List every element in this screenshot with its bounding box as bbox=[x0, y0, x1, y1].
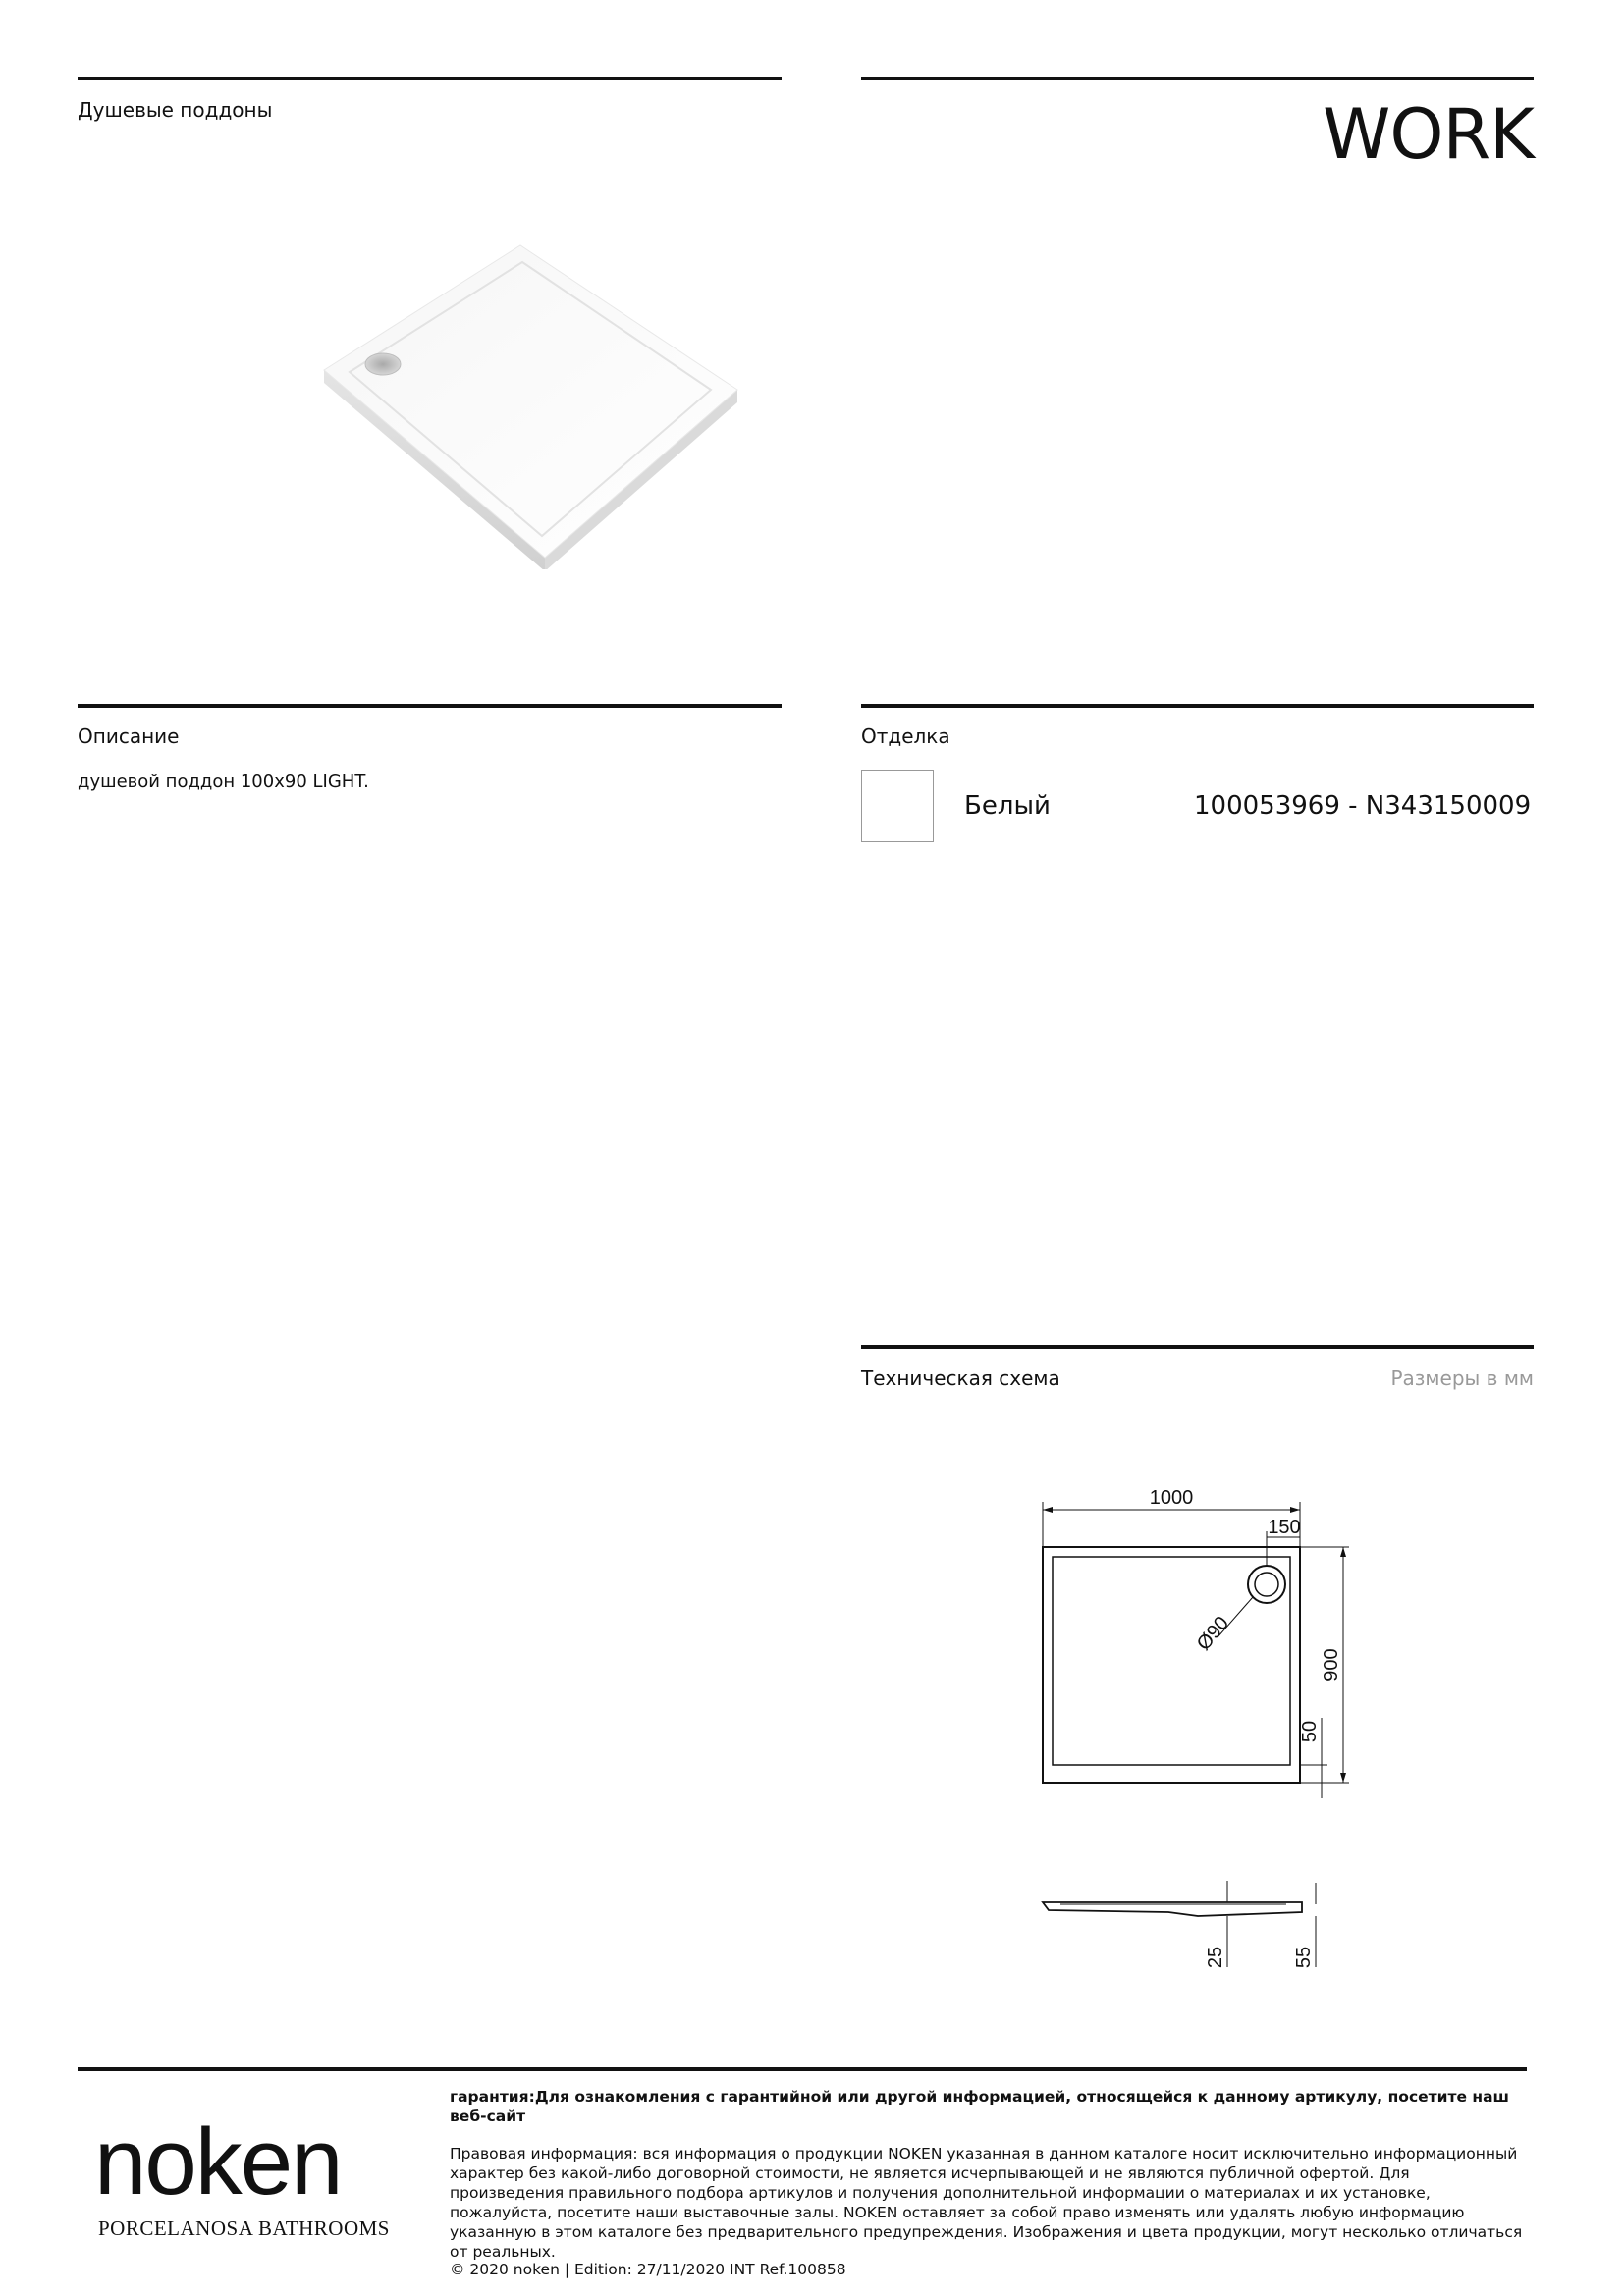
tech-heading: Техническая схема bbox=[861, 1366, 1060, 1390]
drain-inner bbox=[1255, 1573, 1278, 1596]
header-rule-right bbox=[861, 77, 1534, 80]
dim-drain-offset: 150 bbox=[1268, 1517, 1301, 1538]
dim-height-total: 55 bbox=[1293, 1946, 1315, 1969]
finish-heading: Отделка bbox=[861, 724, 950, 748]
dim-drain-dia: Ø90 bbox=[1192, 1612, 1233, 1655]
copyright-text: © 2020 noken | Edition: 27/11/2020 INT Ref.100858 bbox=[450, 2261, 846, 2278]
tech-units: Размеры в мм bbox=[1390, 1366, 1534, 1390]
dim-height-inner: 25 bbox=[1205, 1946, 1226, 1969]
dim-rim: 50 bbox=[1299, 1720, 1321, 1743]
footer-rule bbox=[78, 2067, 1527, 2071]
description-heading: Описание bbox=[78, 724, 180, 748]
technical-drawing bbox=[1021, 1472, 1355, 1983]
finish-code: 100053969 - N343150009 bbox=[1194, 791, 1532, 821]
header-rule-left bbox=[78, 77, 782, 80]
tray-inner bbox=[1053, 1557, 1290, 1765]
dim-depth: 900 bbox=[1321, 1648, 1342, 1682]
category-title: Душевые поддоны bbox=[78, 98, 273, 122]
product-image bbox=[314, 236, 746, 569]
drain-outer bbox=[1248, 1566, 1285, 1603]
warranty-text: гарантия:Для ознакомления с гарантийной или другой информацией, относящейся к данному артикулу, посетите наш веб-сайт bbox=[450, 2088, 1510, 2125]
dim-width: 1000 bbox=[1149, 1487, 1194, 1509]
finish-name: Белый bbox=[964, 791, 1051, 821]
series-title: WORK bbox=[1323, 94, 1534, 175]
finish-rule bbox=[861, 704, 1534, 708]
noken-logo-word: noken bbox=[94, 2109, 342, 2215]
tech-rule bbox=[861, 1345, 1534, 1349]
description-text: душевой поддон 100x90 LIGHT. bbox=[78, 772, 369, 792]
noken-logo-sub: PORCELANOSA BATHROOMS bbox=[98, 2216, 390, 2240]
tray-outline bbox=[1043, 1547, 1300, 1783]
legal-text: Правовая информация: вся информация о продукции NOKEN указанная в данном каталоге носит исключительно информационный характер без какой-либо договорной стоимости, не является исчерпывающей и не являются публичной офертой. Для произведения правильного подбора артикулов и получения дополнительной информации о материалах и их установке, пожалуйста, посетите наши выставочные залы. NOKEN оставляет за собой право изменять или удалять любую информацию указанную в этом каталоге без предварительного предупреждения. Изображения и цвета продукции, могут несколько отличаться от реальных. bbox=[450, 2145, 1523, 2261]
finish-swatch bbox=[861, 770, 934, 842]
description-rule bbox=[78, 704, 782, 708]
